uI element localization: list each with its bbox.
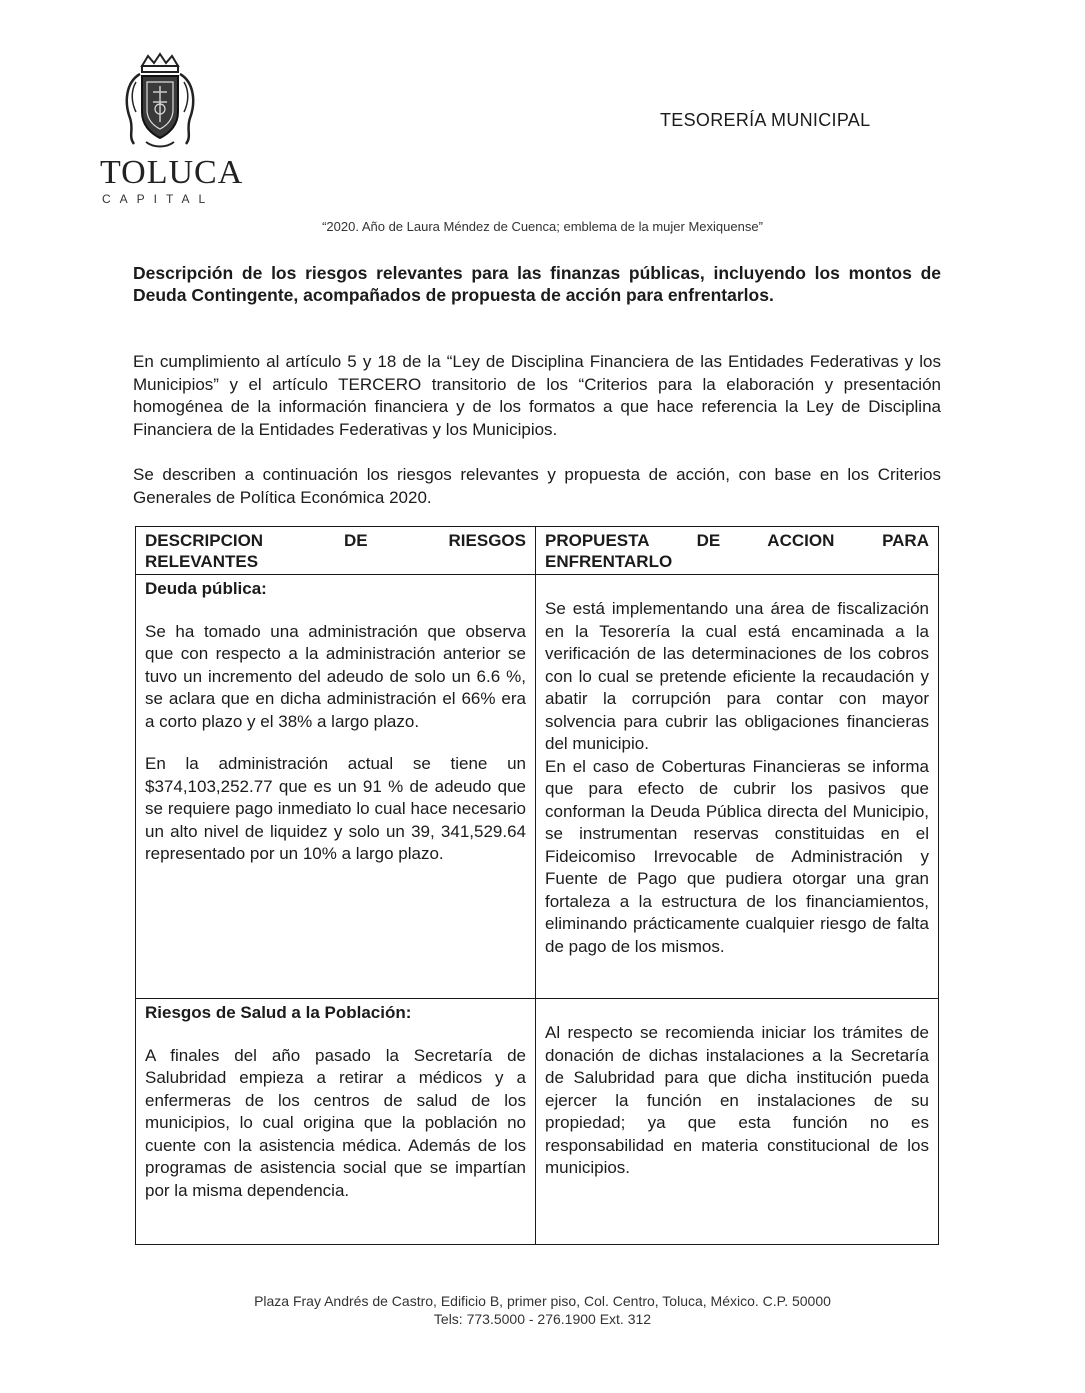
risk-paragraph: Se ha tomado una administración que observa que con respecto a la administración anterior se tuvo un incremento del adeudo de solo un 6.6 %, se aclara que en dicha administración el 66% era a corto plazo y el 38% a largo plazo. xyxy=(145,621,526,731)
action-cell-public-debt xyxy=(536,575,939,999)
footer-address: Plaza Fray Andrés de Castro, Edificio B, primer piso, Col. Centro, Toluca, México. C.P. 50000 xyxy=(254,1293,831,1309)
logo-wordmark: TOLUCA xyxy=(100,154,244,191)
action-paragraph: Se está implementando una área de fiscalización en la Tesorería la cual está encaminada a la verificación de las determinaciones de los cobros con lo cual se pretende eficiente la recaudación y abatir la corrupción para contar con mayor solvencia para cubrir las obligaciones financieras del municipio. xyxy=(545,599,929,753)
footer-phones: Tels: 773.5000 - 276.1900 Ext. 312 xyxy=(433,1311,652,1327)
header-action-proposal xyxy=(536,527,939,575)
toluca-logo xyxy=(100,52,244,207)
page-footer xyxy=(0,1292,1085,1328)
header-left-line-2: RELEVANTES xyxy=(145,552,259,571)
risk-paragraph: En la administración actual se tiene un $374,103,252.77 que es un 91 % de adeudo que se requiere pago inmediato lo cual hace necesario un alto nivel de liquidez y solo un 39, 341,529.64 representado por un 10% a largo plazo. xyxy=(145,754,526,863)
risk-cell-health xyxy=(136,999,536,1245)
risk-title-health: Riesgos de Salud a la Población: xyxy=(145,1003,412,1022)
table-header-row xyxy=(136,527,939,575)
header-risk-description xyxy=(136,527,536,575)
coat-of-arms-icon xyxy=(120,52,200,152)
summary-paragraph: Se describen a continuación los riesgos relevantes y propuesta de acción, con base en los Criterios Generales de Política Económica 2020. xyxy=(133,465,941,507)
document-heading: Descripción de los riesgos relevantes para las finanzas públicas, incluyendo los montos de Deuda Contingente, acompañados de propuesta de acción para enfrentarlos. xyxy=(133,263,941,305)
logo-subtitle: CAPITAL xyxy=(102,192,215,206)
action-cell-health xyxy=(536,999,939,1245)
risk-title-public-debt: Deuda pública: xyxy=(145,579,267,598)
year-motto: “2020. Año de Laura Méndez de Cuenca; emblema de la mujer Mexiquense” xyxy=(322,219,763,234)
action-paragraph: Al respecto se recomienda iniciar los trámites de donación de dichas instalaciones a la Secretaría de Salubridad para que dicha institución pueda ejercer la función en instalaciones de su propiedad; ya que esta función no es responsabilidad en materia constitucional de los municipios. xyxy=(545,1023,929,1177)
table-row xyxy=(136,575,939,999)
risk-paragraph: A finales del año pasado la Secretaría de Salubridad empieza a retirar a médicos y a enfermeras de los centros de salud de los municipios, lo cual origina que la población no cuente con la asistencia médica. Además de los programas de asistencia social que se impartían por la misma dependencia. xyxy=(145,1045,526,1200)
action-paragraph: En el caso de Coberturas Financieras se informa que para efecto de cubrir los pasivos que conforman la Deuda Pública directa del Municipio, se instrumentan reservas constituidas en el Fideicomiso Irrevocable de Administración y Fuente de Pago que pudiera otorgar una gran fortaleza a la estructura de los financiamientos, eliminando prácticamente cualquier riesgo de falta de pago de los mismos. xyxy=(545,756,929,956)
header-right-line-1: PROPUESTA DE ACCION PARA xyxy=(545,531,929,550)
risk-cell-public-debt xyxy=(136,575,536,999)
header-left-line-1: DESCRIPCION DE RIESGOS xyxy=(145,531,526,550)
intro-paragraph: En cumplimiento al artículo 5 y 18 de la “Ley de Disciplina Financiera de las Entidades Federativas y los Municipios” y el artículo TERCERO transitorio de los “Criterios para la elaboración y presentación homogénea de la información financiera y de los formatos a que hace referencia la Ley de Disciplina Financiera de la Entidades Federativas y los Municipios. xyxy=(133,352,941,439)
risk-table xyxy=(135,526,939,1245)
office-name: TESORERÍA MUNICIPAL xyxy=(660,110,871,130)
table-row xyxy=(136,999,939,1245)
header-right-line-2: ENFRENTARLO xyxy=(545,552,673,571)
